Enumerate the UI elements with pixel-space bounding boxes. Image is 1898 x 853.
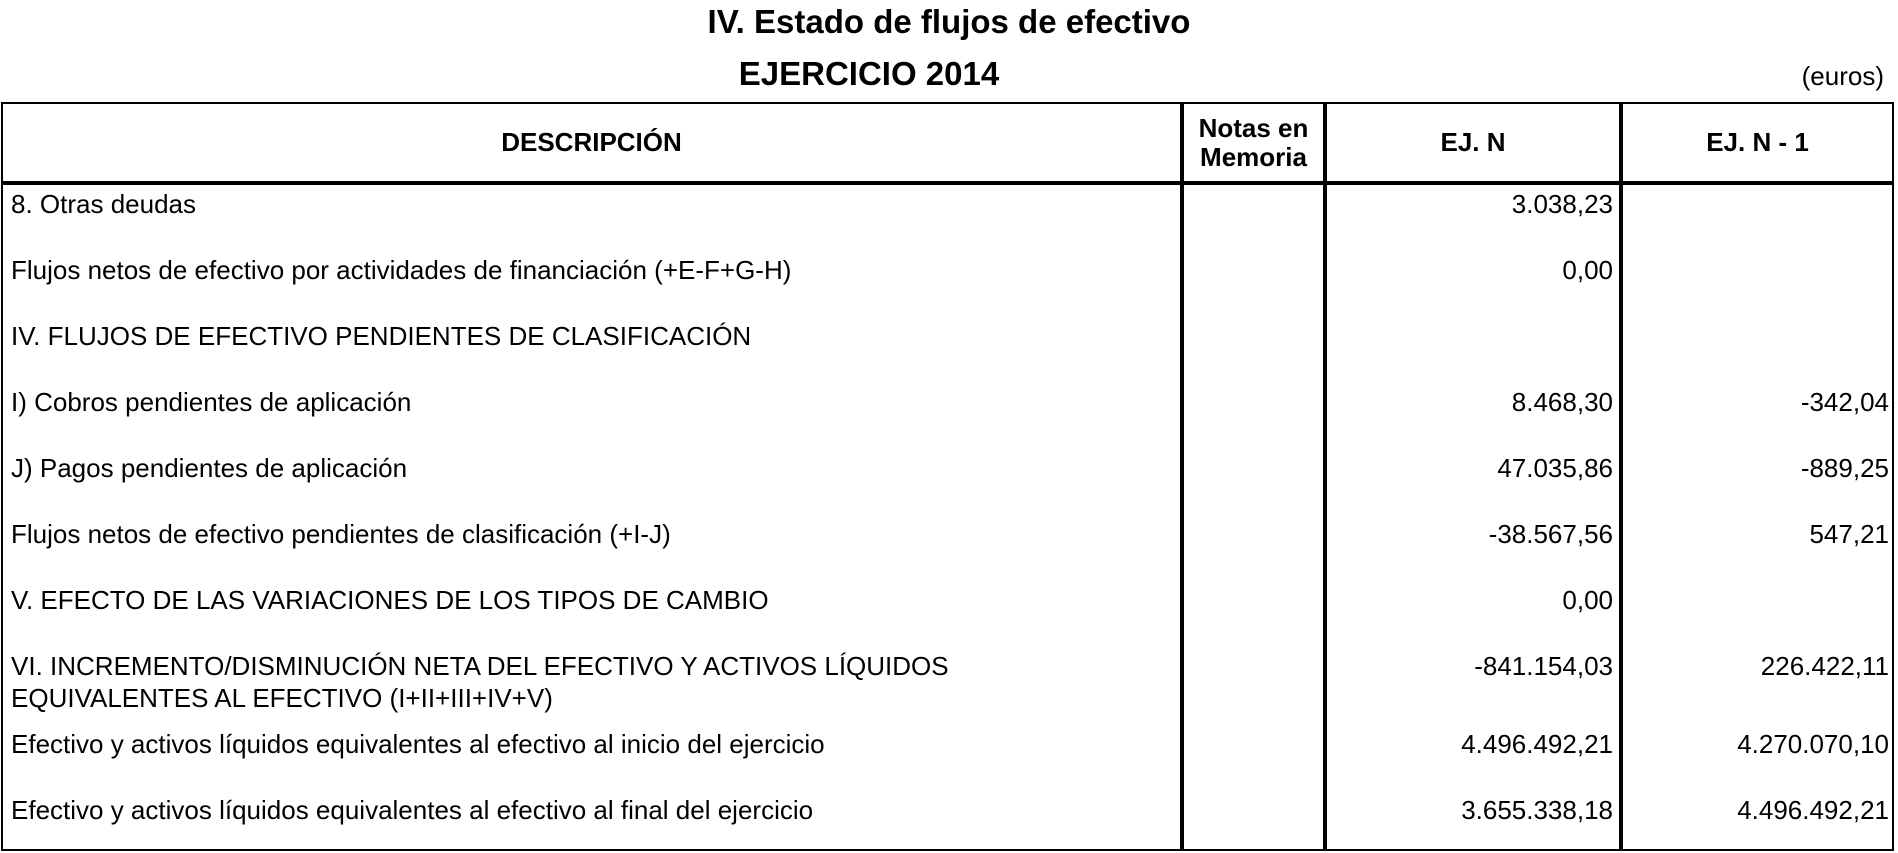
row-description — [11, 254, 791, 286]
row-previous-year-value: -342,04 — [1800, 387, 1889, 417]
row-description-line: Flujos netos de efectivo por actividades de financiación (+E-F+G-H) — [11, 255, 792, 285]
row-description — [11, 452, 407, 484]
row-description — [11, 518, 671, 550]
header-divider — [3, 181, 1892, 185]
row-previous-year-value: 4.496.492,21 — [1737, 795, 1889, 825]
column-divider — [1180, 104, 1184, 849]
column-header-description: DESCRIPCIÓN — [501, 127, 682, 157]
row-description-line: 8. Otras deudas — [11, 189, 196, 219]
units-label: (euros) — [1801, 61, 1884, 91]
row-description — [11, 320, 751, 352]
column-header-notes: Notas en Memoria — [1198, 112, 1309, 172]
row-current-year-value: -841.154,03 — [1474, 651, 1613, 681]
row-current-year-value: 4.496.492,21 — [1461, 729, 1613, 759]
row-description — [11, 794, 813, 826]
row-description-line: Efectivo y activos líquidos equivalentes al efectivo al final del ejercicio — [11, 795, 814, 825]
page-subtitle: EJERCICIO 2014 — [738, 55, 1000, 92]
row-previous-year-value: -889,25 — [1800, 453, 1889, 483]
row-current-year-value: 0,00 — [1562, 255, 1613, 285]
row-description — [11, 650, 949, 714]
row-description-line: J) Pagos pendientes de aplicación — [11, 453, 408, 483]
row-current-year-value: 8.468,30 — [1511, 387, 1613, 417]
row-previous-year-value: 4.270.070,10 — [1737, 729, 1889, 759]
row-current-year-value: 47.035,86 — [1497, 453, 1613, 483]
row-previous-year-value: 547,21 — [1809, 519, 1889, 549]
row-description-line: V. EFECTO DE LAS VARIACIONES DE LOS TIPOS DE CAMBIO — [11, 585, 769, 615]
row-previous-year-value: 226.422,11 — [1760, 651, 1889, 681]
row-description — [11, 386, 411, 418]
row-description — [11, 728, 825, 760]
row-description-line: VI. INCREMENTO/DISMINUCIÓN NETA DEL EFECTIVO Y ACTIVOS LÍQUIDOS — [11, 651, 949, 681]
row-description-line: EQUIVALENTES AL EFECTIVO (I+II+III+IV+V) — [11, 683, 553, 713]
row-current-year-value: 0,00 — [1562, 585, 1613, 615]
row-description — [11, 584, 769, 616]
row-description — [11, 188, 196, 220]
cash-flow-table — [1, 102, 1894, 851]
row-current-year-value: 3.655.338,18 — [1461, 795, 1613, 825]
row-description-line: Efectivo y activos líquidos equivalentes al efectivo al inicio del ejercicio — [11, 729, 825, 759]
column-header-current-year: EJ. N — [1440, 127, 1506, 157]
column-header-previous-year: EJ. N - 1 — [1706, 127, 1809, 157]
page-title: IV. Estado de flujos de efectivo — [707, 3, 1191, 40]
row-description-line: IV. FLUJOS DE EFECTIVO PENDIENTES DE CLASIFICACIÓN — [11, 321, 752, 351]
row-description-line: I) Cobros pendientes de aplicación — [11, 387, 412, 417]
row-current-year-value: -38.567,56 — [1488, 519, 1613, 549]
row-current-year-value: 3.038,23 — [1511, 189, 1613, 219]
row-description-line: Flujos netos de efectivo pendientes de clasificación (+I-J) — [11, 519, 671, 549]
